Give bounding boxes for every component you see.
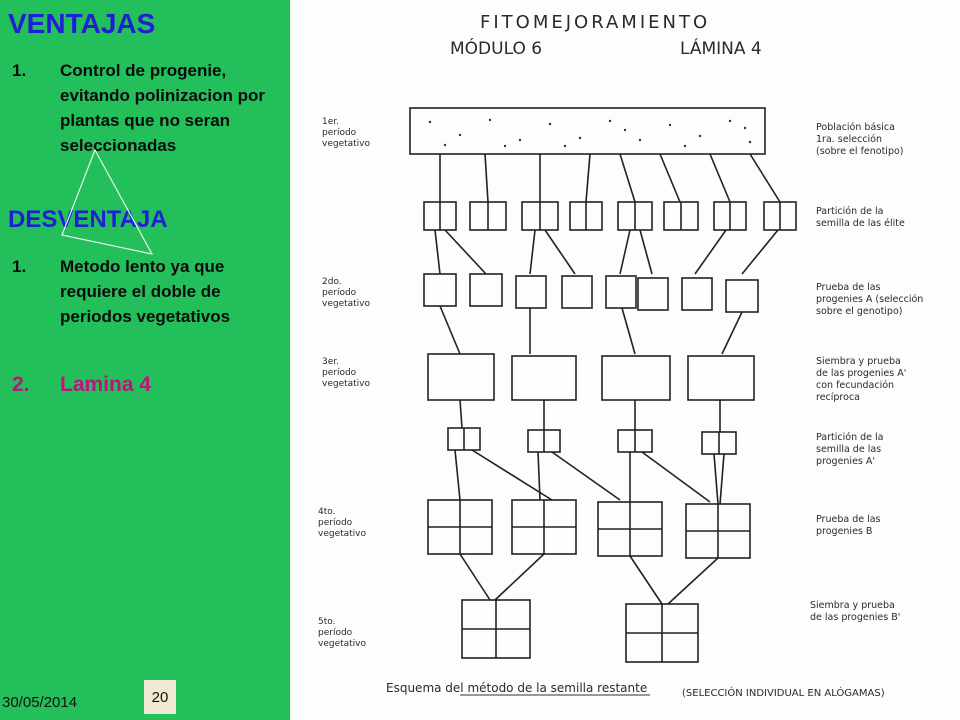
item-number: 2.	[12, 373, 30, 396]
footer-date: 30/05/2014	[2, 694, 78, 711]
desventaja-title: DESVENTAJA	[8, 206, 168, 233]
desventaja-item-lamina	[12, 372, 282, 397]
triangle-shape	[0, 0, 290, 300]
stage-label: Prueba de las progenies A (selección sobre el genotipo)	[816, 282, 924, 317]
left-panel	[0, 0, 290, 720]
stage-label: Población básica 1ra. selección (sobre el fenotipo)	[816, 122, 904, 157]
item-number: 1.	[12, 257, 27, 276]
stage-label: Partición de la semilla de las progenies A'	[816, 432, 884, 467]
stage-label: Prueba de las progenies B	[816, 514, 881, 537]
item-text: Lamina 4	[60, 373, 152, 396]
stage-label: Siembra y prueba de las progenies A' con fecundación recíproca	[816, 356, 907, 403]
ventajas-title: VENTAJAS	[8, 8, 156, 39]
item-text: Control de progenie, evitando polinizacion por plantas que no seran seleccionadas	[60, 61, 265, 155]
page-number: 20	[144, 680, 176, 714]
period-label: 1er. período vegetativo	[322, 117, 371, 149]
period-label: 4to. período vegetativo	[318, 507, 367, 539]
period-label: 5to. período vegetativo	[318, 617, 367, 649]
header-title: FITOMEJORAMIENTO	[480, 12, 711, 33]
item-text: Metodo lento ya que requiere el doble de periodos vegetativos	[60, 257, 231, 326]
scanned-document	[290, 0, 960, 720]
lamina-label: LÁMINA 4	[680, 39, 762, 59]
period-label: 2do. período vegetativo	[322, 277, 371, 309]
stage-label: Partición de la semilla de las élite	[816, 206, 905, 229]
caption-right: (SELECCIÓN INDIVIDUAL EN ALÓGAMAS)	[682, 688, 885, 699]
modulo-label: MÓDULO 6	[450, 39, 543, 59]
stage-label: Siembra y prueba de las progenies B'	[810, 600, 901, 623]
item-number: 1.	[12, 61, 27, 80]
caption-left: Esquema del método de la semilla restante	[386, 681, 648, 695]
period-label: 3er. período vegetativo	[322, 357, 371, 389]
